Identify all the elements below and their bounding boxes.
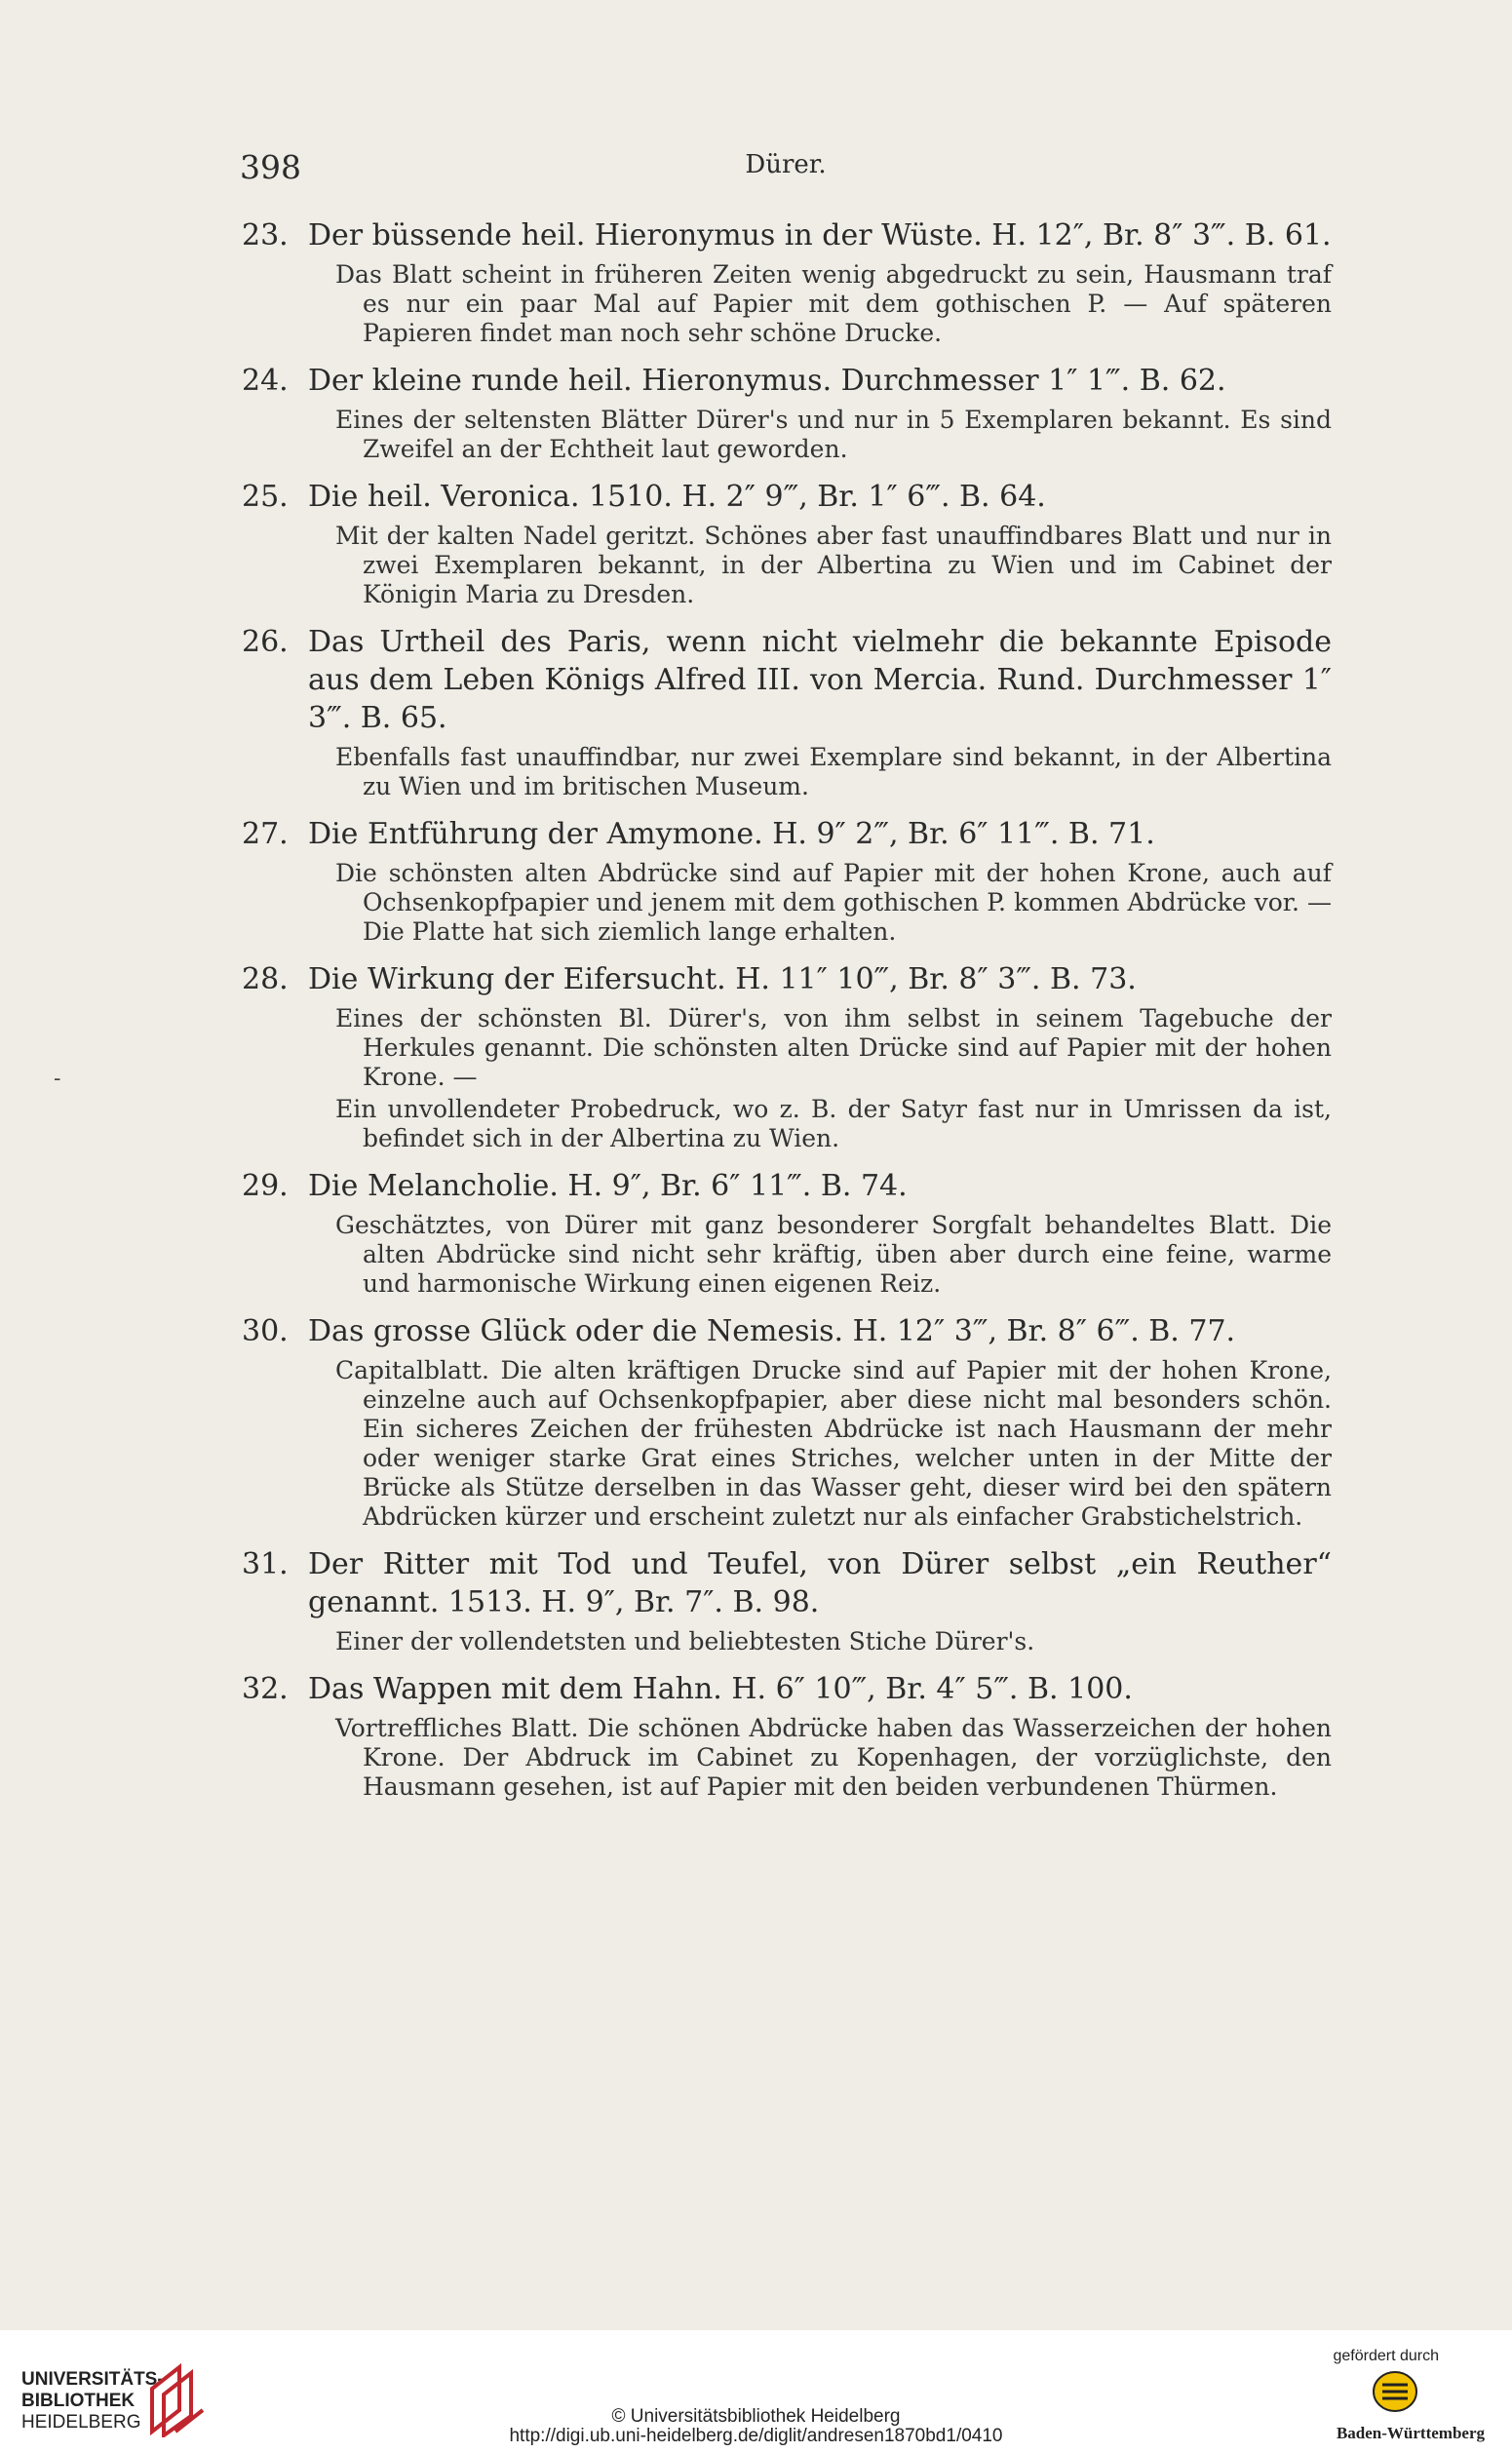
entry-description [335,1211,1332,1299]
entry-title [242,216,1332,254]
entry-number: 27. [242,817,289,851]
entry-number: 23. [242,218,289,253]
entry-description [335,260,1332,348]
entry-number: 30. [242,1314,289,1348]
entry-number: 25. [242,480,289,514]
entry-paragraph: Eines der schönsten Bl. Dürer's, von ihm selbst in seinem Tagebuche der Herkules genannt. Die schönsten alten Drücke sind auf Papier mit der hohen Krone. — [335,1004,1332,1091]
catalogue-entry [242,1545,1332,1656]
entry-title [242,1167,1332,1205]
source-url-link[interactable]: http://digi.ub.uni-heidelberg.de/diglit/andresen1870bd1/0410 [509,2426,1003,2446]
entry-title [242,478,1332,516]
entry-description [335,1004,1332,1153]
entry-title [242,960,1332,998]
state-crest-icon [1371,2369,1419,2414]
entry-paragraph: Ebenfalls fast unauffindbar, nur zwei Exemplare sind bekannt, in der Albertina zu Wien und im britischen Museum. [335,743,1332,800]
catalogue-entry [242,1670,1332,1802]
entry-paragraph: Mit der kalten Nadel geritzt. Schönes aber fast unauffindbares Blatt und nur in zwei Exemplaren bekannt, in der Albertina zu Wien und im Cabinet der Königin Maria zu Dresden. [335,522,1332,608]
entry-number: 28. [242,962,289,996]
catalogue-entry [242,362,1332,464]
catalogue-entry [242,1167,1332,1299]
entry-title-text: Die Melancholie. H. 9″, Br. 6″ 11‴. B. 74. [308,1169,908,1203]
entry-paragraph: Das Blatt scheint in früheren Zeiten wenig abgedruckt zu sein, Hausmann traf es nur ein paar Mal auf Papier mit dem gothischen P. — Auf späteren Papieren findet man noch sehr schöne Drucke. [335,260,1332,347]
entry-paragraph: Ein unvollendeter Probedruck, wo z. B. der Satyr fast nur in Umrissen da ist, befindet sich in der Albertina zu Wien. [335,1095,1332,1152]
entry-paragraph: Capitalblatt. Die alten kräftigen Drucke sind auf Papier mit der hohen Krone, einzelne auch auf Ochsenkopfpapier, aber diese nicht mal besonders schön. Ein sicheres Zeichen der frühesten Abdrücke ist nach Hausmann der mehr oder weniger starke Grat eines Striches, welcher unten in der Mitte der Brücke als Stütze derselben in das Wasser geht, dieser wird bei den spätern Abdrücken kürzer und erscheint zuletzt nur als einfacher Grabstichelstrich. [335,1356,1332,1531]
entry-paragraph: Einer der vollendetsten und beliebtesten Stiche Dürer's. [335,1627,1035,1655]
page-header [240,148,1332,187]
entry-description [335,743,1332,801]
entry-description [335,522,1332,609]
entry-paragraph: Geschätztes, von Dürer mit ganz besonderer Sorgfalt behandeltes Blatt. Die alten Abdrücke sind nicht sehr kräftig, üben aber durch eine feine, warme und harmonische Wirkung einen eigenen Reiz. [335,1211,1332,1298]
entry-description [335,406,1332,464]
sponsor-label: gefördert durch [1333,2348,1439,2364]
entry-number: 32. [242,1672,289,1706]
entry-title-text: Der kleine runde heil. Hieronymus. Durchmesser 1″ 1‴. B. 62. [308,364,1226,398]
catalogue-entry [242,960,1332,1153]
catalogue-entry [242,815,1332,947]
entry-title-text: Die heil. Veronica. 1510. H. 2″ 9‴, Br. 1″ 6‴. B. 64. [308,480,1046,514]
entry-title [242,1670,1332,1708]
entry-number: 24. [242,364,289,398]
entry-title [242,362,1332,400]
digitization-footer [0,2330,1512,2453]
entry-number: 31. [242,1547,289,1581]
entry-paragraph: Vortreffliches Blatt. Die schönen Abdrücke haben das Wasserzeichen der hohen Krone. Der Abdruck im Cabinet zu Kopenhagen, der vorzüglichste, den Hausmann gesehen, ist auf Papier mit den beiden verbundenen Thürmen. [335,1714,1332,1801]
entry-title-text: Das Wappen mit dem Hahn. H. 6″ 10‴, Br. 4″ 5‴. B. 100. [308,1672,1133,1706]
running-title: Dürer. [745,150,827,179]
catalogue-entry [242,1312,1332,1532]
catalogue-entry [242,478,1332,609]
entry-number: 29. [242,1169,289,1203]
entry-title-text: Die Entführung der Amymone. H. 9″ 2‴, Br. 6″ 11‴. B. 71. [308,817,1155,851]
sponsor-name: Baden-Württemberg [1336,2424,1485,2442]
entry-title-text: Die Wirkung der Eifersucht. H. 11″ 10‴, Br. 8″ 3‴. B. 73. [308,962,1137,996]
entry-description [335,1356,1332,1532]
catalogue-entries [242,216,1332,1802]
entry-description [335,1627,1332,1656]
entry-title-text: Das Urtheil des Paris, wenn nicht vielmehr die bekannte Episode aus dem Leben Königs Alfred III. von Mercia. Rund. Durchmesser 1″ 3‴. B. 65. [308,625,1332,735]
library-name-line: HEIDELBERG [21,2412,141,2433]
entry-title [242,1545,1332,1621]
copyright-notice: © Universitätsbibliothek Heidelberg [611,2406,901,2427]
entry-paragraph: Die schönsten alten Abdrücke sind auf Papier mit der hohen Krone, auch auf Ochsenkopfpapier und jenem mit dem gothischen P. kommen Abdrücke vor. — Die Platte hat sich ziemlich lange erhalten. [335,859,1332,946]
entry-title [242,623,1332,737]
entry-title-text: Das grosse Glück oder die Nemesis. H. 12″ 3‴, Br. 8″ 6‴. B. 77. [308,1314,1236,1348]
entry-description [335,1714,1332,1802]
entry-title-text: Der büssende heil. Hieronymus in der Wüste. H. 12″, Br. 8″ 3‴. B. 61. [308,218,1332,253]
entry-number: 26. [242,625,289,659]
entry-title [242,1312,1332,1350]
page-number: 398 [240,148,301,186]
entry-title-text: Der Ritter mit Tod und Teufel, von Dürer selbst „ein Reuther“ genannt. 1513. H. 9″, Br. 7″. B. 98. [308,1547,1332,1619]
catalogue-entry [242,623,1332,801]
library-name-line: UNIVERSITÄTS- [21,2369,164,2390]
catalogue-entry [242,216,1332,348]
entry-paragraph: Eines der seltensten Blätter Dürer's und nur in 5 Exemplaren bekannt. Es sind Zweifel an der Echtheit laut geworden. [335,406,1332,463]
entry-title [242,815,1332,853]
entry-description [335,859,1332,947]
library-name-line: BIBLIOTHEK [21,2391,136,2411]
margin-mark: - [54,1067,61,1091]
